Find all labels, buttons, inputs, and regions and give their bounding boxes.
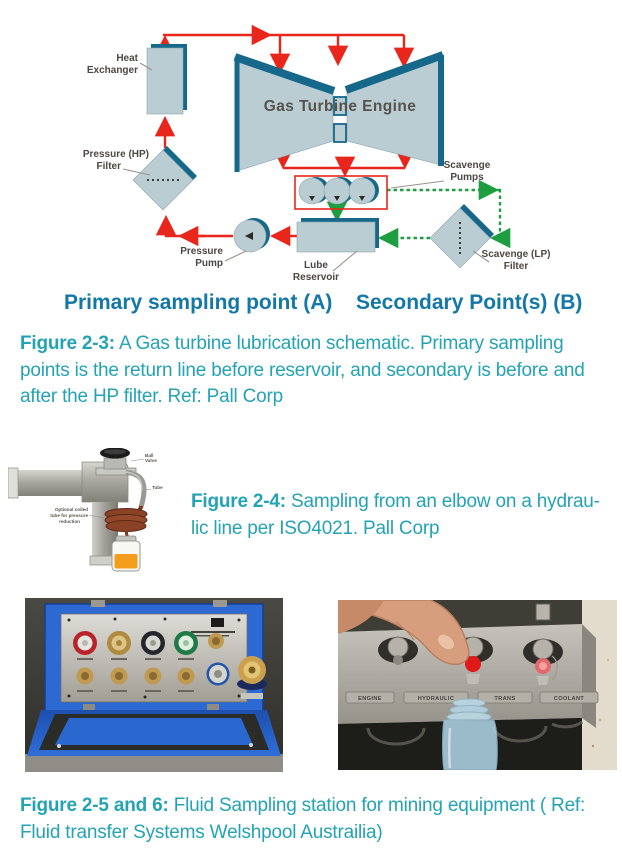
sample-valve-red [73, 631, 97, 655]
brass-fitting [145, 668, 162, 685]
panel-logo [211, 618, 224, 627]
figure-2-5-6-label: Figure 2-5 and 6: [20, 795, 169, 816]
station-label-coolant: COOLANT [553, 696, 585, 702]
scavenge-pumps-label: Pumps [450, 172, 484, 183]
coil-note-label: reduction [59, 519, 80, 524]
secondary-sampling-point-label: Secondary Point(s) (B) [356, 291, 583, 314]
coil-note-label: Optional coiled [54, 507, 88, 512]
caption-line: lic line per ISO4021. Pall Corp [191, 517, 440, 539]
figure-2-4-caption [191, 489, 616, 542]
sample-valve-green [174, 631, 198, 655]
gas-turbine-engine-shape [235, 55, 443, 172]
coil-note-label: tube for pressure [50, 513, 88, 518]
pressure-pump-shape [234, 218, 270, 252]
elbow-sampling-image [8, 448, 168, 573]
caption-line: after the HP filter. Ref: Pall Corp [20, 386, 283, 407]
sample-valve-small-brass [208, 633, 224, 649]
figure-2-5-6-caption [20, 793, 612, 846]
caption-text: Fluid Sampling station for mining equipment ( Ref: [168, 795, 586, 816]
figure-2-4-label: Figure 2-4: [191, 491, 286, 512]
caption-text: Sampling from an elbow on a hydrau- [285, 491, 600, 512]
large-fitting-blue-collar [207, 663, 230, 686]
lube-reservoir-label: Reservoir [292, 272, 340, 283]
caption-line [20, 793, 612, 820]
caption-line [191, 489, 616, 516]
ball-valve-label: Ball [145, 453, 154, 458]
heat-exchanger-shape [147, 44, 187, 114]
caption-line: Fluid transfer Systems Welshpool Austrailia) [20, 821, 383, 843]
heat-exchanger-label: Exchanger [86, 65, 138, 76]
hp-filter-label: Pressure (HP) [82, 149, 149, 160]
sample-valve-black [141, 631, 165, 655]
sample-valve-brass [107, 631, 131, 655]
lp-filter-label: Filter [503, 261, 529, 272]
tube-label: Tube [152, 485, 163, 490]
figure-2-3-label: Figure 2-3: [20, 333, 115, 354]
brass-fitting [77, 668, 94, 685]
caption-text: A Gas turbine lubrication schematic. Primary sampling [114, 333, 564, 354]
pressure-pump-label: Pressure [180, 246, 223, 257]
lubrication-schematic [0, 0, 622, 318]
station-label-hydraulic: HYDRAULIC [417, 696, 455, 702]
main-connector [237, 656, 267, 690]
pressure-pump-label: Pump [195, 258, 223, 269]
heat-exchanger-label: Heat [116, 53, 138, 64]
scavenge-pumps-group [295, 176, 387, 209]
lp-filter-label: Scavenge (LP) [481, 249, 551, 260]
station-label-trans: TRANS [494, 696, 516, 702]
brass-fitting [178, 668, 195, 685]
sampling-station-photo-right [338, 600, 617, 770]
scavenge-pump-circle [349, 177, 379, 204]
sampling-tube [126, 472, 144, 507]
lube-reservoir-shape [297, 218, 379, 252]
lube-reservoir-label: Lube [304, 260, 328, 271]
caption-line [20, 331, 608, 358]
brass-fitting [111, 668, 128, 685]
blue-case-open-lid [27, 704, 281, 756]
ball-valve-label: Valve [145, 458, 157, 463]
gas-turbine-engine-label: Gas Turbine Engine [263, 98, 417, 115]
station-label-engine: ENGINE [358, 696, 382, 702]
latch [536, 604, 550, 620]
sampling-station-photo-left [25, 598, 283, 772]
sample-bottle [112, 536, 140, 571]
figure-2-3-caption [20, 331, 608, 411]
caption-line: points is the return line before reservoir, and secondary is before and [20, 359, 585, 381]
scavenge-pumps-label: Scavenge [443, 160, 491, 171]
primary-sampling-point-label: Primary sampling point (A) [64, 291, 333, 314]
blue-case-body [45, 600, 267, 712]
hp-filter-label: Filter [96, 161, 121, 172]
